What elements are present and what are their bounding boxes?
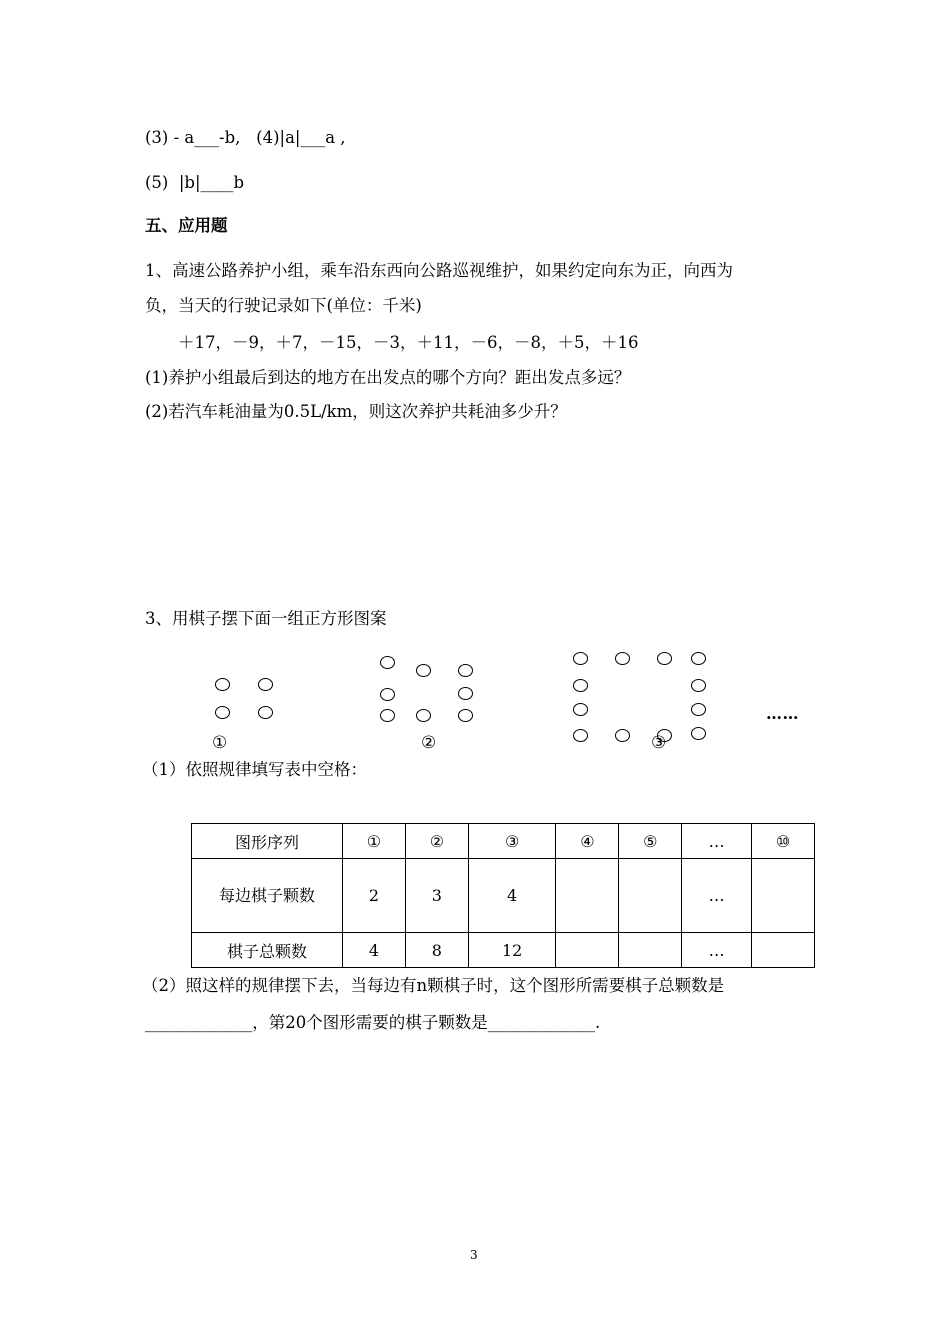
table-cell: 8 — [405, 933, 468, 968]
question-line-3-4: (3) - a___-b, (4)|a|___a , — [145, 128, 346, 147]
go-stone — [380, 688, 395, 701]
go-stone — [691, 727, 706, 740]
table-row — [192, 859, 815, 933]
table-cell: ⑤ — [619, 824, 682, 859]
table-cell: … — [682, 824, 752, 859]
table-cell — [556, 859, 619, 933]
question-line-5: (5) |b|____b — [145, 173, 245, 192]
q3-text: 3、用棋子摆下面一组正方形图案 — [145, 609, 387, 628]
table-cell: 3 — [405, 859, 468, 933]
go-stone — [380, 656, 395, 669]
go-stone — [573, 703, 588, 716]
go-stone — [458, 687, 473, 700]
table-cell: ③ — [468, 824, 556, 859]
page-number: 3 — [470, 1248, 478, 1262]
q1-text-a: 1、高速公路养护小组，乘车沿东西向公路巡视维护，如果约定向东为正，向西为 — [145, 261, 733, 280]
go-stone — [573, 652, 588, 665]
table-cell — [752, 859, 815, 933]
table-cell: 棋子总颗数 — [192, 933, 343, 968]
table-cell: ② — [405, 824, 468, 859]
table-cell: 12 — [468, 933, 556, 968]
ellipsis: …… — [766, 704, 799, 723]
go-stone — [615, 729, 630, 742]
pattern-table — [191, 823, 815, 968]
go-stone — [691, 703, 706, 716]
table-row — [192, 933, 815, 968]
go-stone — [258, 678, 273, 691]
table-cell: … — [682, 859, 752, 933]
figure-label-1: ① — [212, 733, 228, 753]
table-cell: 每边棋子颗数 — [192, 859, 343, 933]
go-stone — [573, 729, 588, 742]
q1-data: ＋17，－9，＋7，－15，－3，＋11，－6，－8，＋5，＋16 — [178, 333, 639, 352]
go-stone — [380, 709, 395, 722]
q3-part2-a: （2）照这样的规律摆下去，当每边有n颗棋子时，这个图形所需要棋子总颗数是 — [142, 976, 725, 995]
figure-label-3: ③ — [651, 733, 667, 753]
go-stone — [215, 706, 230, 719]
section-title: 五、应用题 — [145, 216, 228, 235]
go-stone — [458, 664, 473, 677]
go-stone — [458, 709, 473, 722]
q1-text-b: 负，当天的行驶记录如下(单位：千米) — [145, 296, 422, 315]
table-cell: 图形序列 — [192, 824, 343, 859]
table-cell: 4 — [468, 859, 556, 933]
q1-part2: (2)若汽车耗油量为0.5L/km，则这次养护共耗油多少升？ — [145, 402, 567, 421]
go-stone — [416, 664, 431, 677]
go-stone — [615, 652, 630, 665]
table-cell — [556, 933, 619, 968]
q1-part1: (1)养护小组最后到达的地方在出发点的哪个方向？距出发点多远？ — [145, 368, 631, 387]
table-cell — [619, 933, 682, 968]
q3-part1: （1）依照规律填写表中空格： — [142, 760, 367, 779]
go-stone — [215, 678, 230, 691]
table-cell: ④ — [556, 824, 619, 859]
figure-label-2: ② — [421, 733, 437, 753]
go-stone — [691, 679, 706, 692]
table-cell: ⑩ — [752, 824, 815, 859]
table-cell: 2 — [343, 859, 406, 933]
table-cell — [619, 859, 682, 933]
go-stone — [416, 709, 431, 722]
q3-part2-b: _____________，第20个图形需要的棋子颗数是_____________. — [145, 1013, 601, 1032]
go-stone — [691, 652, 706, 665]
go-stone — [258, 706, 273, 719]
go-stone — [573, 679, 588, 692]
table-cell: ① — [343, 824, 406, 859]
go-stone — [657, 652, 672, 665]
table-cell — [752, 933, 815, 968]
table-row — [192, 824, 815, 859]
table-cell: … — [682, 933, 752, 968]
table-cell: 4 — [343, 933, 406, 968]
